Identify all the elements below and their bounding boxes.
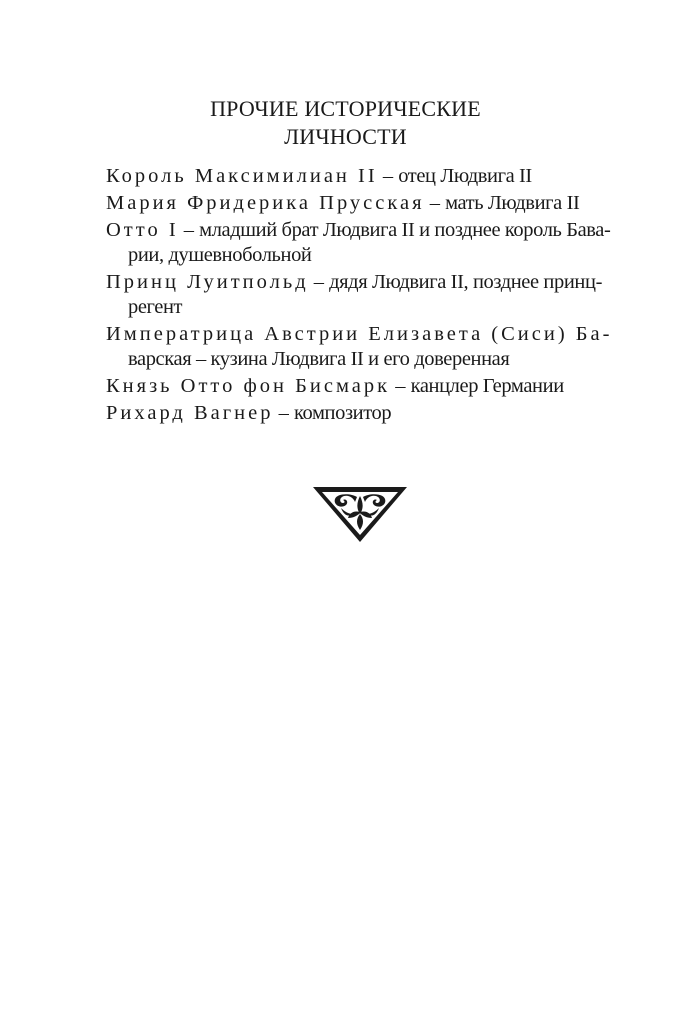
dash: –: [308, 271, 330, 293]
dash: –: [178, 219, 200, 241]
dash: –: [390, 375, 411, 397]
person-description-continuation: варская – кузина Людвига II и его доверенная: [128, 348, 510, 370]
ornamental-triangle-vignette-icon: [311, 484, 409, 544]
person-description-continuation: регент: [128, 296, 183, 318]
list-item: [106, 164, 614, 189]
page-title: [0, 95, 691, 151]
person-name: Мария Фридерика Прусская: [106, 192, 425, 214]
list-item: [106, 322, 614, 372]
persons-list: [106, 164, 614, 428]
person-description-continuation: рии, душевнобольной: [128, 244, 312, 266]
person-name: Принц Луитпольд: [106, 271, 309, 293]
list-item: [106, 401, 614, 426]
person-name: Король Максимилиан II: [106, 165, 378, 187]
dash: –: [377, 165, 399, 187]
person-name: Князь Отто фон Бисмарк: [106, 375, 391, 397]
list-item: [106, 218, 614, 268]
person-name: Отто I: [106, 219, 179, 241]
list-item: [106, 374, 614, 399]
person-description: дядя Людвига II, позднее принц-: [329, 271, 602, 293]
person-description: отец Людвига II: [398, 165, 532, 187]
list-item: [106, 191, 614, 216]
person-description: мать Людвига II: [445, 192, 580, 214]
person-description: композитор: [294, 402, 392, 424]
person-name: Рихард Вагнер: [106, 402, 274, 424]
person-description: канцлер Германии: [410, 375, 564, 397]
dash: –: [424, 192, 446, 214]
person-name: Императрица Австрии Елизавета (Сиси) Ба-: [106, 323, 613, 345]
dash: –: [273, 402, 294, 424]
page-title-line-1: ПРОЧИЕ ИСТОРИЧЕСКИЕ: [210, 96, 481, 121]
list-item: [106, 270, 614, 320]
page-title-line-2: ЛИЧНОСТИ: [284, 124, 407, 149]
person-description: младший брат Людвига II и позднее король Бава-: [199, 219, 611, 241]
